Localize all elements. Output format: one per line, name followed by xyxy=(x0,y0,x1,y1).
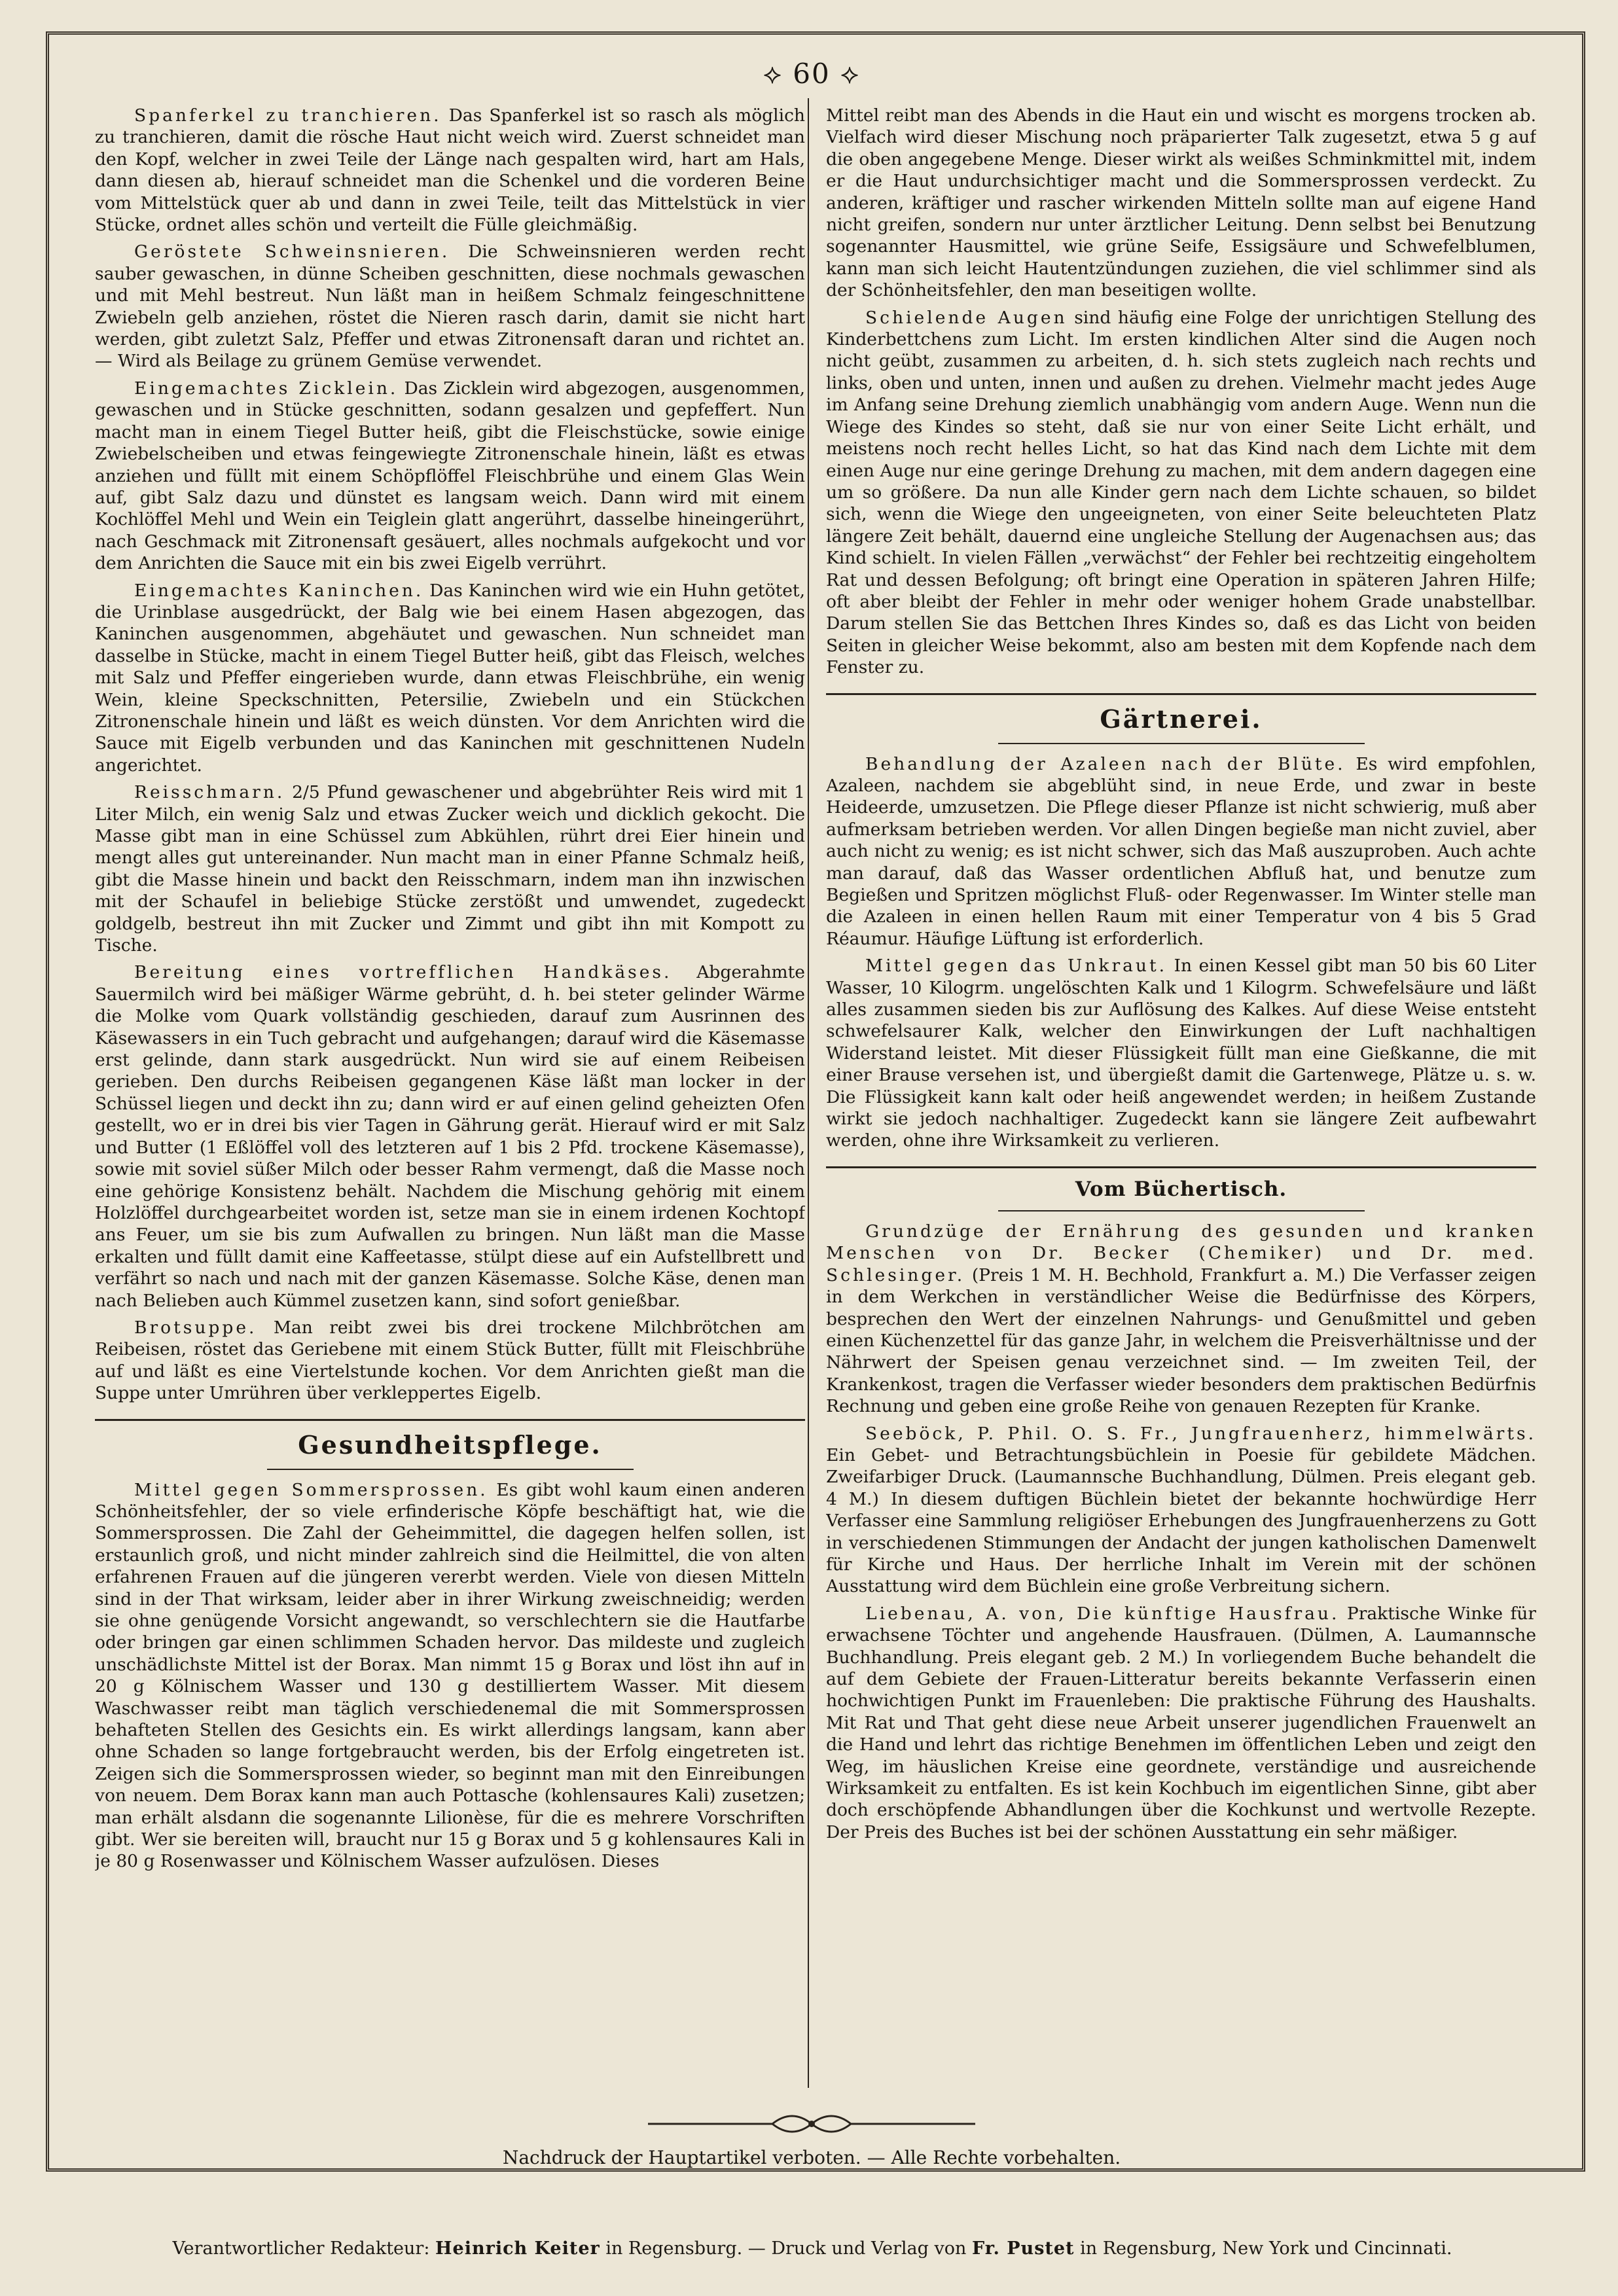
book-title: Grundzüge der Ernährung des gesunden und kranken Menschen von Dr. Becker (Chemiker) und Dr. med. Schlesinger. xyxy=(826,1221,1536,1285)
recipe-paragraph xyxy=(95,781,805,956)
health-continuation: Mittel reibt man des Abends in die Haut ein und wischt es morgens trocken ab. Vielfach wird dieser Mischung noch präparierter Talk zugesetzt, etwa 5 g auf die oben angegebene Menge. Dieser wirkt als weißes Schminkmittel mit, indem er die Haut undurchsichtiger macht und die Sommersprossen verdeckt. Zu anderen, kräftiger und rascher wirkenden Mitteln sollte man auf eigene Hand nicht greifen, sondern nur unter ärztlicher Leitung. Denn selbst bei Benutzung sogenannter Hausmittel, wie grüne Seife, Essigsäure und Schwefelblumen, kann man sich leicht Hautentzündungen zuziehen, die viel schlimmer sind als der Schönheitsfehler, den man beseitigen wollte. xyxy=(826,105,1536,301)
garden-paragraph xyxy=(826,753,1536,950)
health-title: Schielende Augen xyxy=(865,307,1068,328)
footer-publisher: Fr. Pustet xyxy=(972,2238,1075,2259)
recipe-title: Bereitung eines vortrefflichen Handkäses. xyxy=(134,962,672,983)
imprint-footer xyxy=(46,2238,1579,2259)
recipe-title: Brotsuppe. xyxy=(134,1317,257,1338)
book-paragraph xyxy=(826,1221,1536,1418)
heading-underline xyxy=(998,743,1365,744)
garden-paragraph xyxy=(826,955,1536,1152)
book-title: Liebenau, A. von, Die künftige Hausfrau. xyxy=(865,1603,1340,1624)
recipe-paragraph xyxy=(95,378,805,575)
health-text: sind häufig eine Folge der unrichtigen Stellung des Kinderbettchens zum Licht. Im ersten kindlichen Alter sind die Augen noch nicht geübt, zusammen zu arbeiten, d. h. sich stets zugleich nach rechts und links, oben und unten, innen und außen zu drehen. Vielmehr macht jedes Auge im Anfang seine Drehung ziemlich unabhängig vom andern Auge. Wenn nun die Wiege des Kindes so steht, daß sie nur von einer Seite Licht erhält, und meistens noch recht helles Licht, so hat das Kind nach dem Lichte mit dem einen Auge nur eine geringe Drehung zu machen, mit dem andern dagegen eine um so größere. Da nun alle Kinder gern nach dem Lichte schauen, so bildet sich, wenn die Wiege den ungeeigneten, von einer Seite beleuchteten Platz längere Zeit behält, dauernd eine ungleiche Stellung der Augenachsen aus; das Kind schielt. In vielen Fällen „verwächst“ der Fehler bei rechtzeitig eingeholtem Rat und dessen Befolgung; oft bringt eine Operation in späteren Jahren Hilfe; oft aber bleibt der Fehler in mehr oder weniger hohem Grade unabstellbar. Darum stellen Sie das Bettchen Ihres Kindes so, daß es das Licht von beiden Seiten in gleicher Weise bekommt, also am besten mit dem Kopfende nach dem Fenster zu. xyxy=(826,307,1536,678)
garden-text: In einen Kessel gibt man 50 bis 60 Liter Wasser, 10 Kilogrm. ungelöschten Kalk und 1 Kilogrm. Schwefelsäure und läßt alles zusammen sieden bis zur Auflösung des Kalkes. Auf diese Weise entsteht schwefelsaurer Kalk, welcher den Einwirkungen der Luft nachhaltigen Widerstand leistet. Mit dieser Flüssigkeit füllt man eine Gießkanne, die mit einer Brause versehen ist, und übergießt damit die Gartenwege, Plätze u. s. w. Die Flüssigkeit kann kalt oder heiß angewendet werden; in heißem Zustande wirkt sie jedoch nachhaltiger. Zugedeckt kann sie längere Zeit aufbewahrt werden, ohne ihre Wirksamkeit zu verlieren. xyxy=(826,956,1536,1151)
footer-label: Verantwortlicher Redakteur: xyxy=(172,2238,430,2259)
recipe-paragraph xyxy=(95,961,805,1312)
recipe-text: Die Schweinsnieren werden recht sauber gewaschen, in dünne Scheiben geschnitten, diese nochmals gewaschen und mit Mehl bestreut. Nun läßt man in heißem Schmalz feingeschnittene Zwiebeln gelb anziehen, röstet die Nieren rasch darin, damit sie nicht hart werden, gibt zuletzt Salz, Pfeffer und etwas Zitronensaft daran und richtet an. — Wird als Beilage zu grünem Gemüse verwendet. xyxy=(95,242,805,372)
footer-end: in Regensburg, New York und Cincinnati. xyxy=(1080,2238,1452,2259)
ornament-divider-icon xyxy=(641,2111,982,2137)
recipe-text: Man reibt zwei bis drei trockene Milchbrötchen am Reibeisen, röstet das Geriebene mit einem Stück Butter, füllt mit Fleischbrühe auf und läßt es eine Viertelstunde kochen. Vor dem Anrichten gießt man die Suppe unter Umrühren über verkleppertes Eigelb. xyxy=(95,1317,805,1404)
book-text: Ein Gebet- und Betrachtungsbüchlein in Poesie für gebildete Mädchen. Zweifarbiger Druck. (Laumannsche Buchhandlung, Dülmen. Preis elegant geb. 4 M.) In diesem duftigen Büchlein bietet der bekannte hochwürdige Herr Verfasser eine Sammlung religiöser Erhebungen des Jungfrauenherzens zu Gott in verschiedenen Stimmungen der Andacht der jungen katholischen Damenwelt für Kirche und Haus. Der herrliche Inhalt im Verein mit der schönen Ausstattung wird dem Büchlein eine große Verbreitung sichern. xyxy=(826,1444,1536,1597)
health-paragraph xyxy=(826,307,1536,679)
recipe-text: 2/5 Pfund gewaschener und abgebrühter Reis wird mit 1 Liter Milch, ein wenig Salz und etwas Zucker weich und dicklich gekocht. Die Masse gibt man in eine Schüssel zum Abkühlen, rührt drei Eier hinein und mengt alles gut untereinander. Nun macht man in einer Pfanne Schmalz heiß, gibt die Masse hinein und backt den Reisschmarn, indem man ihn inzwischen mit der Schaufel in beliebige Stücke zerstößt und umwendet, zugedeckt goldgelb, bestreut ihn mit Zucker und Zimmt und gibt ihn mit Kompott zu Tische. xyxy=(95,782,805,956)
copyright-notice: Nachdruck der Hauptartikel verboten. — Alle Rechte vorbehalten. xyxy=(502,2147,1121,2168)
section-heading-garden: Gärtnerei. xyxy=(1100,704,1263,734)
recipe-title: Geröstete Schweinsnieren. xyxy=(134,242,450,262)
page-number-value: 60 xyxy=(793,58,831,90)
right-column xyxy=(826,105,1536,1848)
health-text: Es gibt wohl kaum einen anderen Schönheitsfehler, der so viele erfinderische Köpfe beschäftigt hat, wie die Sommersprossen. Die Zahl der Geheimmittel, die dagegen helfen sollen, ist erstaunlich groß, und nicht minder zahlreich sind die Heilmittel, die von alten erfahrenen Frauen auf die jüngeren vererbt werden. Viele von diesen Mitteln sind in der That wirksam, leider aber in ihrer Wirkung zweischneidig; werden sie ohne genügende Vorsicht angewandt, so verschlechtern sie die Hautfarbe oder bringen gar einen schlimmen Schaden hervor. Das mildeste und zugleich unschädlichste Mittel ist der Borax. Man nimmt 15 g Borax und löst ihn auf in 20 g Kölnischem Wasser und 130 g destilliertem Wasser. Mit diesem Waschwasser reibt man täglich verschiedenemal die mit Sommersprossen behafteten Stellen des Gesichts ein. Es wirkt allerdings langsam, kann aber ohne Schaden so lange fortgebraucht werden, bis der Erfolg eingetreten ist. Zeigen sich die Sommersprossen wieder, so beginnt man mit den Einreibungen von neuem. Dem Borax kann man auch Pottasche (kohlensaures Kali) zusetzen; man erhält alsdann die sogenannte Lilionèse, für die es mehrere Vorschriften gibt. Wer sie bereiten will, braucht nur 15 g Borax und 5 g kohlensaures Kali in je 80 g Rosenwasser und Kölnischem Wasser aufzulösen. Dieses xyxy=(95,1479,805,1872)
health-title: Mittel gegen Sommersprossen. xyxy=(134,1479,488,1500)
section-divider xyxy=(95,1419,805,1421)
book-title: Seeböck, P. Phil. O. S. Fr., Jungfrauenherz, himmelwärts. xyxy=(865,1423,1536,1444)
health-paragraph xyxy=(95,1479,805,1873)
ornament-right-icon: ⟡ xyxy=(830,58,860,90)
recipe-paragraph xyxy=(95,1317,805,1405)
recipe-text: Das Zicklein wird abgezogen, ausgenommen, gewaschen und in Stücke geschnitten, sodann gesalzen und gepfeffert. Nun macht man in einem Tiegel Butter heiß, gibt die Fleischstücke, sowie einige Zwiebelscheiben und etwas feingewiegte Zitronenschale hinein, läßt es etwas anziehen und füllt mit einem Schöpflöffel Fleischbrühe und einem Glas Wein auf, gibt Salz dazu und dünstet es langsam weich. Dann wird mit einem Kochlöffel Mehl und Wein ein Teiglein glatt angerührt, dasselbe hineingerührt, nach Geschmack mit Zitronensaft gesäuert, alles nochmals aufgekocht und vor dem Anrichten die Sauce mit ein bis zwei Eigelb verrührt. xyxy=(95,378,805,574)
recipe-title: Reisschmarn. xyxy=(134,782,285,803)
recipe-paragraph xyxy=(95,580,805,777)
recipe-title: Eingemachtes Zicklein. xyxy=(134,378,399,399)
section-heading-books: Vom Büchertisch. xyxy=(1075,1177,1287,1201)
recipe-paragraph xyxy=(95,241,805,372)
footer-editor: Heinrich Keiter xyxy=(435,2238,600,2259)
section-divider xyxy=(826,693,1536,695)
garden-title: Mittel gegen das Unkraut. xyxy=(865,956,1168,977)
heading-underline xyxy=(267,1469,634,1470)
book-text: (Preis 1 M. H. Bechhold, Frankfurt a. M.) Die Verfasser zeigen in dem Werkchen in verständlicher Weise die Bedürfnisse des Körpers, besprechen den Wert der einzelnen Nahrungs- und Genußmittel und geben einen Küchenzettel für das ganze Jahr, in welchem die Preisverhältnisse und der Nährwert der Speisen genau verzeichnet sind. — Im zweiten Teil, der Krankenkost, tragen die Verfasser wieder besonders dem praktischen Bedürfnis Rechnung und geben eine große Reihe von genauen Rezepten für Kranke. xyxy=(826,1265,1536,1417)
recipe-text: Abgerahmte Sauermilch wird bei mäßiger Wärme gebrüht, d. h. bei steter gelinder Wärme die Molke vom Quark vollständig geschieden, darauf zum Ausrinnen des Käsewassers in ein Tuch gebracht und aufgehangen; darauf wird die Käsemasse erst gelinde, dann stark ausgedrückt. Nun wird sie auf einem Reibeisen gerieben. Den durchs Reibeisen gegangenen Käse läßt man locker in der Schüssel liegen und deckt ihn zu; dann wird er auf einen gelind geheizten Ofen gestellt, wo er in drei bis vier Tagen in Gährung gerät. Hierauf wird er mit Salz und Butter (1 Eßlöffel voll des letzteren auf 1 bis 2 Pfd. trockene Käsemasse), sowie mit soviel süßer Milch oder besser Rahm vermengt, daß die Masse noch eine gehörige Konsistenz behält. Nachdem die Mischung gehörig mit einem Holzlöffel durchgearbeitet worden ist, setze man sie in einem irdenen Kochtopf ans Feuer, um sie bis zum Aufwallen zu bringen. Nun läßt man die Masse erkalten und füllt damit eine Kaffeetasse, stülpt diese auf ein Aufstellbrett und verfährt so nach und nach mit der ganzen Käsemasse. Solche Käse, denen man nach Belieben auch Kümmel zusetzen kann, sind sofort genießbar. xyxy=(95,962,805,1311)
recipe-title: Eingemachtes Kaninchen. xyxy=(134,580,424,601)
section-heading-health: Gesundheitspflege. xyxy=(298,1429,602,1460)
page-number xyxy=(707,58,916,90)
column-divider xyxy=(808,98,809,2088)
left-column xyxy=(95,105,805,1878)
footer-mid: in Regensburg. — Druck und Verlag von xyxy=(605,2238,967,2259)
book-paragraph xyxy=(826,1423,1536,1598)
book-paragraph xyxy=(826,1603,1536,1843)
recipe-title: Spanferkel zu tranchieren. xyxy=(134,105,442,126)
recipe-text: Das Kaninchen wird wie ein Huhn getötet, die Urinblase ausgedrückt, der Balg wie bei einem Hasen abgezogen, das Kaninchen ausgenommen, abgehäutet und gewaschen. Nun schneidet man dasselbe in Stücke, macht in einem Tiegel Butter heiß, gibt das Fleisch, welches mit Salz und Pfeffer eingerieben wurde, dann etwas Fleischbrühe, ein wenig Wein, kleine Speckschnitten, Petersilie, Zwiebeln und ein Stückchen Zitronenschale hinein und läßt es weich dünsten. Vor dem Anrichten wird die Sauce mit Eigelb verbunden und das Kaninchen mit geschnittenen Nudeln angerichtet. xyxy=(95,580,805,776)
heading-underline xyxy=(998,1210,1365,1211)
recipe-paragraph xyxy=(95,105,805,236)
section-divider xyxy=(826,1166,1536,1168)
book-text: Praktische Winke für erwachsene Töchter und angehende Hausfrauen. (Dülmen, A. Laumannsche Buchhandlung. Preis elegant geb. 2 M.) In vorliegendem Buche behandelt die auf dem Gebiete der Frauen-Litteratur bereits bekannte Verfasserin einen hochwichtigen Punkt im Frauenleben: Die praktische Führung des Haushalts. Mit Rat und That geht diese neue Arbeit unserer jugendlichen Frauenwelt an die Hand und lehrt das richtige Benehmen im öffentlichen Leben und zeigt den Weg, im häuslichen Kreise eine geordnete, verständige und ausreichende Wirksamkeit zu entfalten. Es ist kein Kochbuch im eigentlichen Sinne, gibt aber doch erschöpfende Abhandlungen über die Kochkunst und wertvolle Rezepte. Der Preis des Buches ist bei der schönen Ausstattung ein sehr mäßiger. xyxy=(826,1603,1536,1842)
garden-text: Es wird empfohlen, Azaleen, nachdem sie abgeblüht sind, in neue Erde, und zwar in beste Heideerde, umzusetzen. Die Pflege dieser Pflanze ist nicht schwierig, muß aber aufmerksam betrieben werden. Vor allen Dingen begieße man nicht zuviel, aber auch nicht zu wenig; es ist nicht schwer, sich das Maß auszuproben. Auch achte man darauf, daß das Wasser ordentlichen Abfluß hat, und benutze zum Begießen und Spritzen möglichst Fluß- oder Regenwasser. Im Winter stelle man die Azaleen in einen hellen Raum mit einer Temperatur von 4 bis 5 Grad Réaumur. Häufige Lüftung ist erforderlich. xyxy=(826,753,1536,949)
ornament-left-icon: ⟡ xyxy=(763,58,793,90)
garden-title: Behandlung der Azaleen nach der Blüte. xyxy=(865,753,1346,774)
recipe-text: Das Spanferkel ist so rasch als möglich zu tranchieren, damit die rösche Haut nicht weich wird. Zuerst schneidet man den Kopf, welcher in zwei Teile der Länge nach gespalten wird, hart am Hals, dann diesen ab, hierauf schneidet man die Schenkel und die vorderen Beine vom Mittelstück quer ab und dann in zwei Teile, teilt das Mittelstück in vier Stücke, ordnet alles schön und verteilt die Fülle gleichmäßig. xyxy=(95,105,805,236)
